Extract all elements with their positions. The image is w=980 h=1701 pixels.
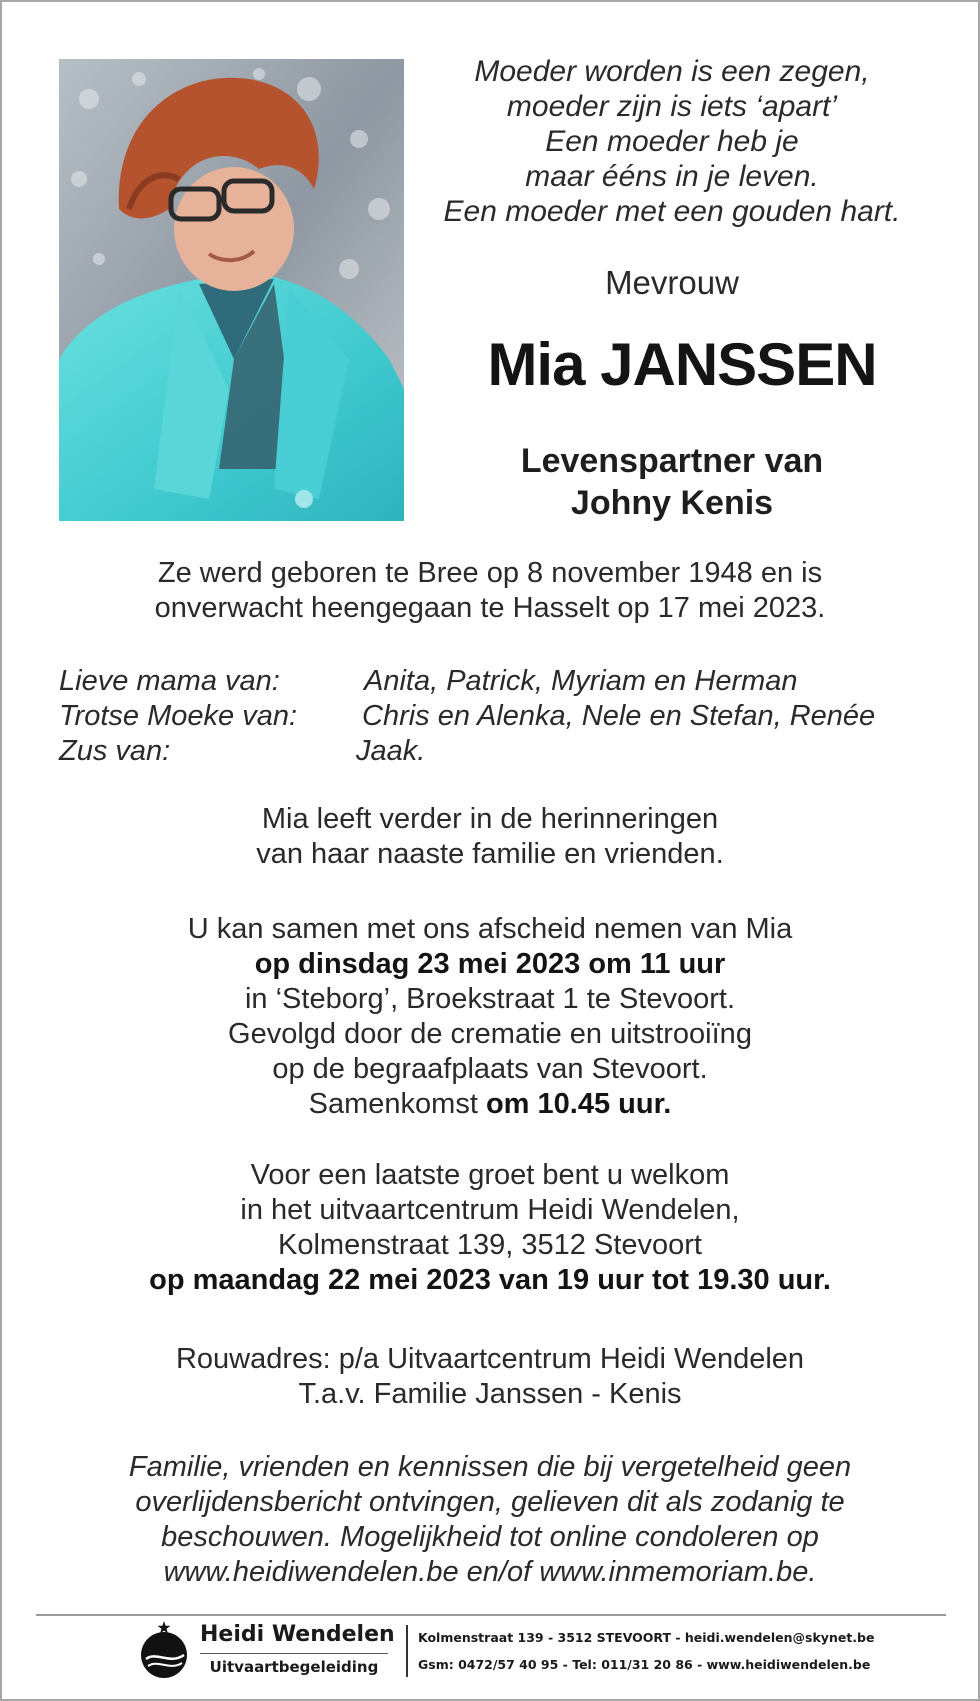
poem-line: Een moeder met een gouden hart. (443, 195, 901, 228)
memory-line: van haar naaste familie en vrienden. (256, 838, 724, 870)
notice-line: beschouwen. Mogelijkheid tot online condoleren op (161, 1521, 819, 1553)
visitation-line: in het uitvaartcentrum Heidi Wendelen, (240, 1194, 740, 1226)
partner-block (422, 440, 922, 524)
notice-line: www.heidiwendelen.be en/of www.inmemoriam.be. (163, 1556, 817, 1588)
contact-phone: Gsm: 0472/57 40 95 - Tel: 011/31 20 86 - www.heidiwendelen.be (418, 1657, 871, 1672)
brand-tagline: Uitvaartbegeleiding (209, 1658, 379, 1676)
notice-text (2, 1450, 978, 1590)
gathering-prefix: Samenkomst (308, 1088, 478, 1120)
notice-line: Familie, vrienden en kennissen die bij vergetelheid geen (128, 1451, 852, 1483)
contact-address: Kolmenstraat 139 - 3512 STEVOORT - heidi.wendelen@skynet.be (418, 1630, 875, 1645)
memory-text (2, 802, 978, 872)
farewell-line: in ‘Steborg’, Broekstraat 1 te Stevoort. (244, 983, 736, 1015)
birth-death-text (2, 556, 978, 626)
footer-separator (406, 1625, 408, 1677)
gathering-time: om 10.45 uur. (485, 1088, 672, 1120)
portrait-photo (59, 59, 404, 521)
farewell-text (2, 912, 978, 1122)
mourning-address (2, 1342, 978, 1412)
address-line: T.a.v. Familie Janssen - Kenis (298, 1378, 682, 1410)
family-value: Jaak. (356, 735, 426, 767)
partner-name: Johny Kenis (570, 484, 774, 522)
death-line: onverwacht heengegaan te Hasselt op 17 mei 2023. (154, 592, 826, 624)
family-value: Chris en Alenka, Nele en Stefan, Renée (362, 700, 876, 732)
visitation-line: Kolmenstraat 139, 3512 Stevoort (278, 1229, 702, 1261)
honorific: Mevrouw (605, 264, 739, 301)
family-value: Anita, Patrick, Myriam en Herman (364, 665, 798, 697)
poem-line: maar ééns in je leven. (525, 160, 819, 193)
poem-line: Een moeder heb je (545, 125, 799, 158)
visitation-text (2, 1158, 978, 1298)
poem-line: Moeder worden is een zegen, (474, 55, 870, 88)
partner-line: Levenspartner van (520, 442, 824, 480)
logo-icon (138, 1619, 190, 1681)
poem-line: moeder zijn is iets ‘apart’ (506, 90, 838, 123)
footer-divider (36, 1614, 946, 1616)
farewell-line: op de begraafplaats van Stevoort. (272, 1053, 708, 1085)
brand-name: Heidi Wendelen (200, 1622, 395, 1647)
visitation-date: op maandag 22 mei 2023 van 19 uur tot 19.30 uur. (149, 1264, 831, 1296)
address-line: Rouwadres: p/a Uitvaartcentrum Heidi Wendelen (175, 1343, 805, 1375)
farewell-line: Gevolgd door de crematie en uitstrooiïng (228, 1018, 752, 1050)
family-label: Trotse Moeke van: (59, 700, 298, 732)
birth-line: Ze werd geboren te Bree op 8 november 1948 en is (157, 557, 823, 589)
family-label: Zus van: (59, 735, 171, 767)
farewell-date: op dinsdag 23 mei 2023 om 11 uur (254, 948, 726, 980)
deceased-name: Mia JANSSEN (487, 331, 877, 398)
poem (422, 54, 922, 229)
brand-underline (200, 1653, 388, 1654)
memory-line: Mia leeft verder in de herinneringen (261, 803, 719, 835)
gathering-line (2, 1087, 978, 1122)
farewell-line: U kan samen met ons afscheid nemen van Mia (187, 913, 793, 945)
visitation-line: Voor een laatste groet bent u welkom (250, 1159, 730, 1191)
portrait-illustration (59, 59, 404, 521)
notice-line: overlijdensbericht ontvingen, gelieven dit als zodanig te (135, 1486, 845, 1518)
family-label: Lieve mama van: (59, 665, 280, 697)
